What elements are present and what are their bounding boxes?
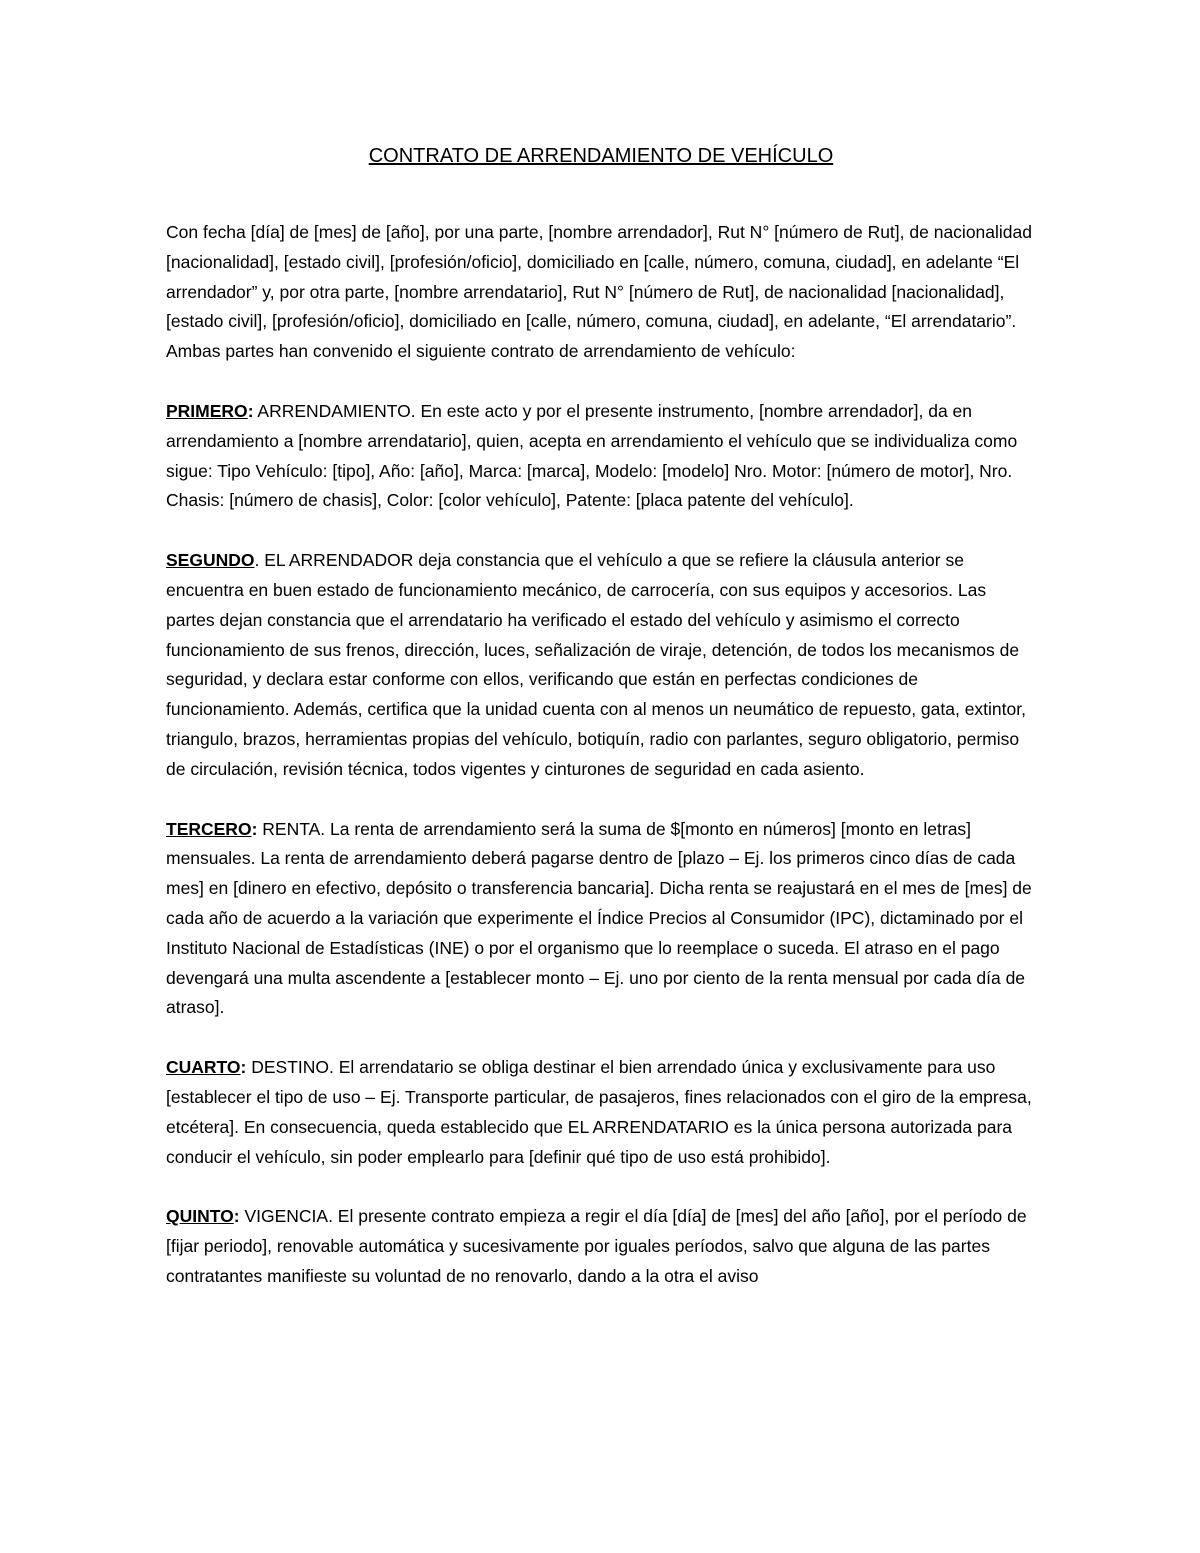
clause-label: SEGUNDO <box>166 550 255 571</box>
clause-separator: . <box>254 550 260 571</box>
clause-text: DESTINO. El arrendatario se obliga destinar el bien arrendado única y exclusivamente para uso [establecer el tipo de uso – Ej. Transporte particular, de pasajeros, fines relacionados con el giro de la empresa, etcétera]. En consecuencia, queda establecido que EL ARRENDATARIO es la única persona autorizada para conducir el vehículo, sin poder emplearlo para [definir qué tipo de uso está prohibido]. <box>166 1057 1032 1167</box>
intro-paragraph: Con fecha [día] de [mes] de [año], por una parte, [nombre arrendador], Rut N° [número de Rut], de nacionalidad [nacionalidad], [estado civil], [profesión/oficio], domiciliado en [calle, número, comuna, ciudad], en adelante “El arrendador” y, por otra parte, [nombre arrendatario], Rut N° [número de Rut], de nacionalidad [nacionalidad], [estado civil], [profesión/oficio], domiciliado en [calle, número, comuna, ciudad], en adelante, “El arrendatario”. Ambas partes han convenido el siguiente contrato de arrendamiento de vehículo: <box>166 222 1032 362</box>
document-page <box>166 142 1036 1322</box>
document-title: CONTRATO DE ARRENDAMIENTO DE VEHÍCULO <box>368 145 834 167</box>
clause-text: ARRENDAMIENTO. En este acto y por el presente instrumento, [nombre arrendador], da en arrendamiento a [nombre arrendatario], quien, acepta en arrendamiento el vehículo que se individualiza como sigue: Tipo Vehículo: [tipo], Año: [año], Marca: [marca], Modelo: [modelo] Nro. Motor: [número de motor], Nro. Chasis: [número de chasis], Color: [color vehículo], Patente: [placa patente del vehículo]. <box>166 400 1018 511</box>
clause-segundo <box>166 546 1036 784</box>
clause-text: EL ARRENDADOR deja constancia que el vehículo a que se refiere la cláusula anterior se encuentra en buen estado de funcionamiento mecánico, de carrocería, con sus equipos y accesorios. Las partes dejan constancia que el arrendatario ha verificado el estado del vehículo y asimismo el correcto funcionamiento de sus frenos, dirección, luces, señalización de viraje, detención, de todos los mecanismos de seguridad, y declara estar conforme con ellos, verificando que están en perfectas condiciones de funcionamiento. Además, certifica que la unidad cuenta con al menos un neumático de repuesto, gata, extintor, triangulo, brazos, herramientas propias del vehículo, botiquín, radio con parlantes, seguro obligatorio, permiso de circulación, revisión técnica, todos vigentes y cinturones de seguridad en cada asiento. <box>166 550 1026 779</box>
clause-quinto <box>166 1202 1036 1291</box>
clause-separator: : <box>251 818 258 839</box>
clause-primero <box>166 397 1036 516</box>
clause-text: RENTA. La renta de arrendamiento será la suma de $[monto en números] [monto en letras] mensuales. La renta de arrendamiento deberá pagarse dentro de [plazo – Ej. los primeros cinco días de cada mes] en [dinero en efectivo, depósito o transferencia bancaria]. Dicha renta se reajustará en el mes de [mes] de cada año de acuerdo a la variación que experimente el Índice Precios al Consumidor (IPC), dictaminado por el Instituto Nacional de Estadísticas (INE) o por el organismo que lo reemplace o suceda. El atraso en el pago devengará una multa ascendente a [establecer monto – Ej. uno por ciento de la renta mensual por cada día de atraso]. <box>166 818 1032 1018</box>
clause-label: CUARTO <box>166 1057 241 1078</box>
clause-text: VIGENCIA. El presente contrato empieza a regir el día [día] de [mes] del año [año], por el período de [fijar periodo], renovable automática y sucesivamente por iguales períodos, salvo que alguna de las partes contratantes manifieste su voluntad de no renovarlo, dando a la otra el aviso <box>166 1206 1027 1286</box>
clause-label: PRIMERO <box>166 400 248 421</box>
clause-label: TERCERO <box>166 818 252 839</box>
clause-tercero <box>166 815 1036 1024</box>
clause-label: QUINTO <box>166 1206 234 1227</box>
clause-separator: : <box>233 1206 240 1227</box>
clause-cuarto <box>166 1053 1036 1172</box>
clause-separator: : <box>247 400 254 421</box>
clause-separator: : <box>240 1057 247 1078</box>
